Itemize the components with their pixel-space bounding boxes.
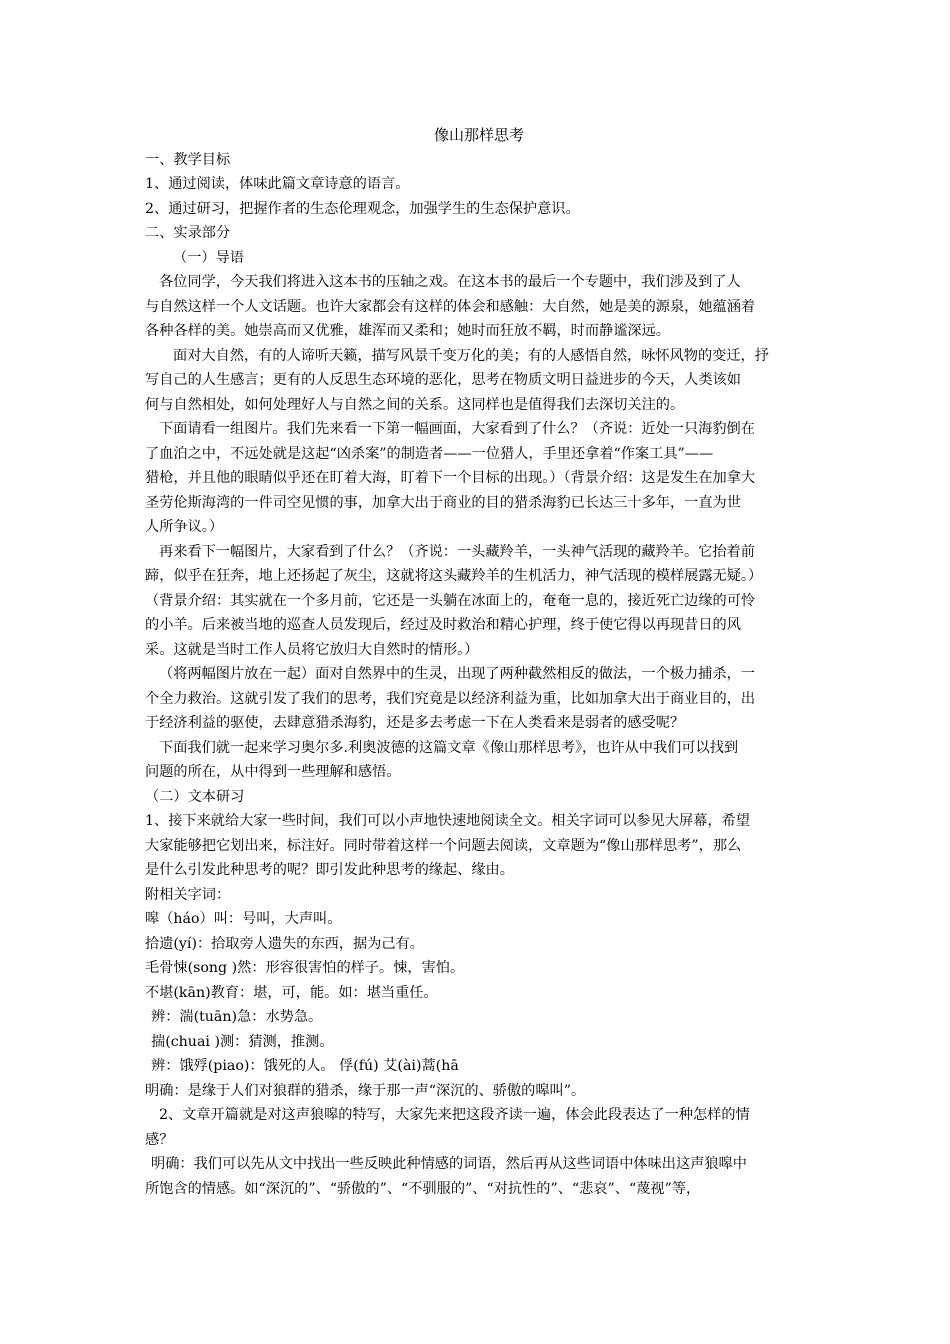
- vocab-item: 辨：饿殍(piao)：饿死的人。 俘(fú) 艾(ài)蒿(hā: [151, 1058, 459, 1074]
- heading-record: 二、实录部分: [145, 225, 231, 241]
- paragraph-line: 写自己的人生感言；更有的人反思生态环境的恶化，思考在物质文明日益进步的今天，人类该如: [145, 372, 741, 388]
- subheading-intro: （一）导语: [173, 249, 244, 266]
- paragraph-line: 采。这就是当时工作人员将它放归大自然时的情形。）: [145, 641, 479, 658]
- paragraph-line: 下面我们就一起来学习奥尔多.利奥波德的这篇文章《像山那样思考》，也许从中我们可以找到: [159, 739, 739, 756]
- vocab-item: 辨：湍(tuān)急：水势急。: [151, 1009, 323, 1025]
- vocab-item: 拾遗(yí)：拾取旁人遗失的东西，据为己有。: [145, 935, 424, 952]
- paragraph-line: 圣劳伦斯海湾的一件司空见惯的事，加拿大出于商业的目的猎杀海豹已长达三十多年，一直为世: [145, 494, 741, 511]
- vocab-item: 揣(chuai )测：猜测，推测。: [151, 1033, 334, 1050]
- answer-line: 明确：我们可以先从文中找出一些反映此种情感的词语，然后再从这些词语中体味出这声狼嗥中: [151, 1156, 747, 1172]
- paragraph-line: 面对大自然，有的人谛听天籁，描写风景千变万化的美；有的人感悟自然，咏怀风物的变迁，抒: [173, 347, 769, 364]
- paragraph-line: 了血泊之中，不远处就是这起“凶杀案”的制造者——一位猎人，手里还拿着“作案工具”——: [145, 445, 714, 462]
- heading-objectives: 一、教学目标: [145, 151, 231, 168]
- paragraph-line: （将两幅图片放在一起）面对自然界中的生灵，出现了两种截然相反的做法，一个极力捕杀，一: [159, 666, 755, 682]
- page-title: 像山那样思考: [433, 126, 524, 144]
- paragraph-line: 再来看下一幅图片，大家看到了什么？（齐说：一头藏羚羊，一头神气活现的藏羚羊。它抬着前: [159, 543, 755, 560]
- answer-line: 明确：是缘于人们对狼群的猎杀，缘于那一声“深沉的、骄傲的嗥叫”。: [145, 1082, 586, 1099]
- paragraph-line: 所饱含的情感。如“深沉的”、“骄傲的”、“不驯服的”、“对抗性的”、“悲哀”、“蔑视”等，: [145, 1180, 701, 1197]
- paragraph-line: 与自然这样一个人文话题。也许大家都会有这样的体会和感触：大自然，她是美的源泉，她蕴涵着: [145, 298, 756, 315]
- paragraph-line: 感？: [145, 1131, 174, 1148]
- paragraph-line: 何与自然相处，如何处理好人与自然之间的关系。这同样也是值得我们去深切关注的。: [145, 396, 685, 413]
- paragraph-line: 各位同学，今天我们将进入这本书的压轴之戏。在这本书的最后一个专题中，我们涉及到了人: [159, 274, 741, 290]
- subheading-study: （二）文本研习: [145, 788, 245, 805]
- vocab-item: 不堪(kān)教育：堪，可，能。如：堪当重任。: [145, 984, 438, 1001]
- vocab-heading: 附相关字词：: [145, 886, 231, 903]
- paragraph-line: 1、接下来就给大家一些时间，我们可以小声地快速地阅读全文。相关字词可以参见大屏幕，希望: [145, 813, 750, 829]
- paragraph-line: 各种各样的美。她崇高而又优雅，雄浑而又柔和；她时而狂放不羁，时而静谧深远。: [145, 323, 670, 339]
- vocab-item: 毛骨悚(song )然：形容很害怕的样子。悚，害怕。: [145, 960, 465, 976]
- paragraph-line: 个全力救治。这就引发了我们的思考，我们究竟是以经济利益为重，比如加拿大出于商业目的，出: [145, 690, 756, 707]
- objective-item: 2、通过研习，把握作者的生态伦理观念，加强学生的生态保护意识。: [145, 200, 580, 217]
- paragraph-line: 下面请看一组图片。我们先来看一下第一幅画面，大家看到了什么？（齐说：近处一只海豹倒在: [159, 421, 755, 437]
- paragraph-line: 2、文章开篇就是对这声狼嗥的特写，大家先来把这段齐读一遍，体会此段表达了一种怎样的情: [159, 1107, 750, 1123]
- paragraph-line: 猎枪，并且他的眼睛似乎还在盯着大海，盯着下一个目标的出现。）（背景介绍：这是发生在加拿大: [145, 470, 756, 486]
- paragraph-line: 是什么引发此种思考的呢？即引发此种思考的缘起、缘由。: [145, 862, 514, 878]
- paragraph-line: 蹄，似乎在狂奔，地上还扬起了灰尘，这就将这头藏羚羊的生机活力，神气活现的模样展露无疑。）: [145, 568, 763, 584]
- paragraph-line: 的小羊。后来被当地的巡查人员发现后，经过及时救治和精心护理，终于使它得以再现昔日的风: [145, 617, 741, 633]
- document-page: [145, 123, 813, 1201]
- paragraph-line: （背景介绍：其实就在一个多月前，它还是一头躺在冰面上的，奄奄一息的，接近死亡边缘的可怜: [145, 592, 756, 609]
- objective-item: 1、通过阅读，体味此篇文章诗意的语言。: [145, 176, 410, 192]
- paragraph-line: 大家能够把它划出来，标注好。同时带着这样一个问题去阅读，文章题为“像山那样思考”，那么: [145, 837, 742, 854]
- paragraph-line: 问题的所在，从中得到一些理解和感悟。: [145, 764, 401, 780]
- paragraph-line: 于经济利益的驱使，去肆意猎杀海豹，还是多去考虑一下在人类看来是弱者的感受呢？: [145, 715, 685, 731]
- vocab-item: 嗥（háo）叫：号叫，大声叫。: [145, 911, 342, 927]
- paragraph-line: 人所争议。）: [145, 519, 224, 535]
